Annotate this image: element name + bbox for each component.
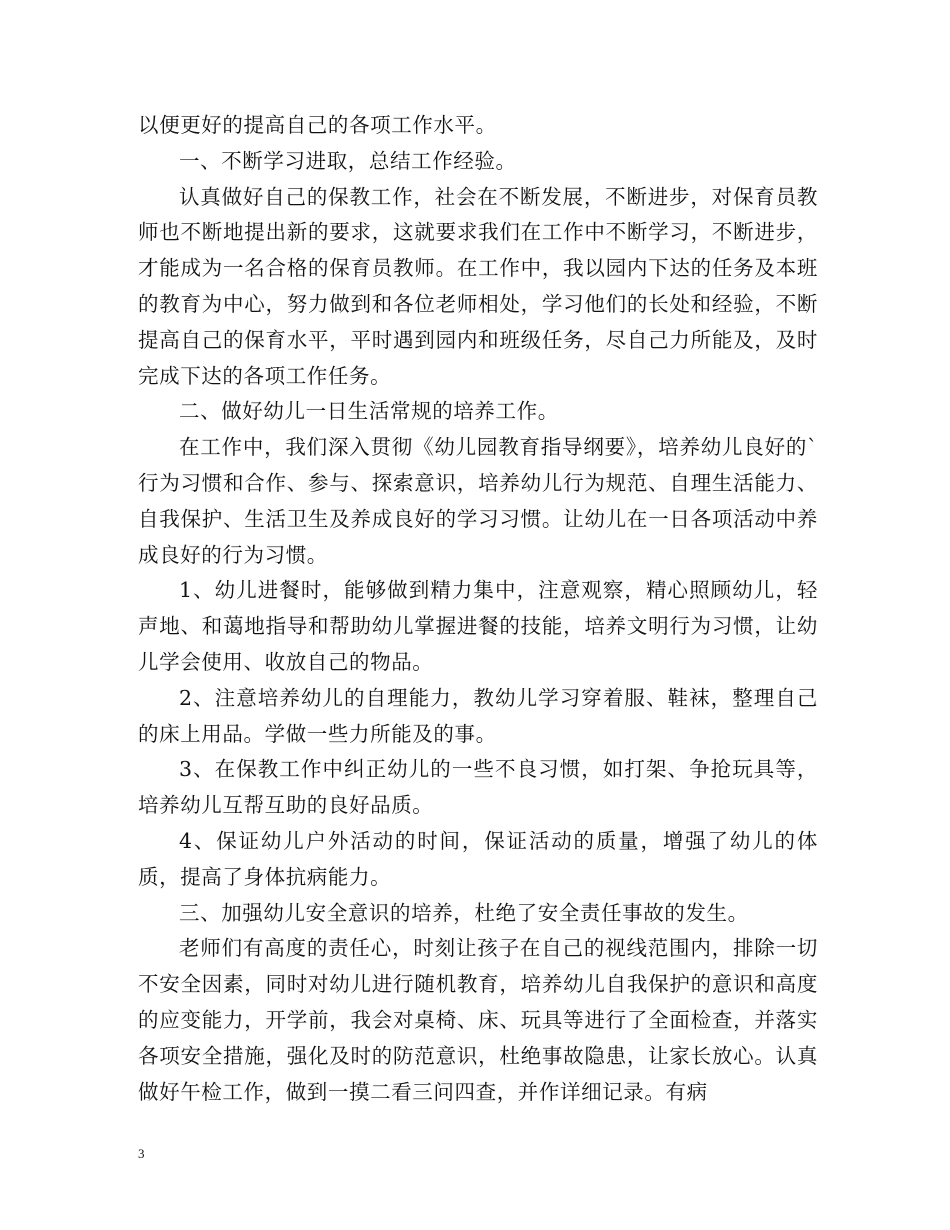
page-number: 3: [138, 1146, 145, 1161]
list-item-4: 4、保证幼儿户外活动的时间，保证活动的质量，增强了幼儿的体质，提高了身体抗病能力。: [138, 828, 818, 889]
section-heading-2: 二、做好幼儿一日生活常规的培养工作。: [179, 399, 559, 424]
paragraph: 老师们有高度的责任心，时刻让孩子在自己的视线范围内，排除一切不安全因素，同时对幼儿进行随机教育，培养幼儿自我保护的意识和高度的应变能力，开学前，我会对桌椅、床、玩具等进行了全面检查，并落实各项安全措施，强化及时的防范意识，杜绝事故隐患，让家长放心。认真做好午检工作，做到一摸二看三问四查，并作详细记录。有病: [138, 936, 818, 1104]
document-body: [138, 108, 818, 1110]
list-item-2: 2、注意培养幼儿的自理能力，教幼儿学习穿着服、鞋袜，整理自己的床上用品。学做一些力所能及的事。: [138, 685, 818, 746]
list-item-3: 3、在保教工作中纠正幼儿的一些不良习惯，如打架、争抢玩具等，培养幼儿互帮互助的良好品质。: [138, 757, 818, 818]
paragraph: 认真做好自己的保教工作，社会在不断发展，不断进步，对保育员教师也不断地提出新的要求，这就要求我们在工作中不断学习，不断进步，才能成为一名合格的保育员教师。在工作中，我以园内下达的任务及本班的教育为中心，努力做到和各位老师相处，学习他们的长处和经验，不断提高自己的保育水平，平时遇到园内和班级任务，尽自己力所能及，及时完成下达的各项工作任务。: [138, 184, 818, 388]
list-item-1: 1、幼儿进餐时，能够做到精力集中，注意观察，精心照顾幼儿，轻声地、和蔼地指导和帮助幼儿掌握进餐的技能，培养文明行为习惯，让幼儿学会使用、收放自己的物品。: [138, 578, 818, 674]
paragraph-continuation: 以便更好的提高自己的各项工作水平。: [138, 113, 497, 137]
section-heading-3: 三、加强幼儿安全意识的培养，杜绝了安全责任事故的发生。: [179, 900, 749, 925]
paragraph: 在工作中，我们深入贯彻《幼儿园教育指导纲要》，培养幼儿良好的`行为习惯和合作、参与、探索意识，培养幼儿行为规范、自理生活能力、自我保护、生活卫生及养成良好的学习习惯。让幼儿在一日各项活动中养成良好的行为习惯。: [138, 435, 818, 567]
section-heading-1: 一、不断学习进取，总结工作经验。: [179, 148, 517, 173]
